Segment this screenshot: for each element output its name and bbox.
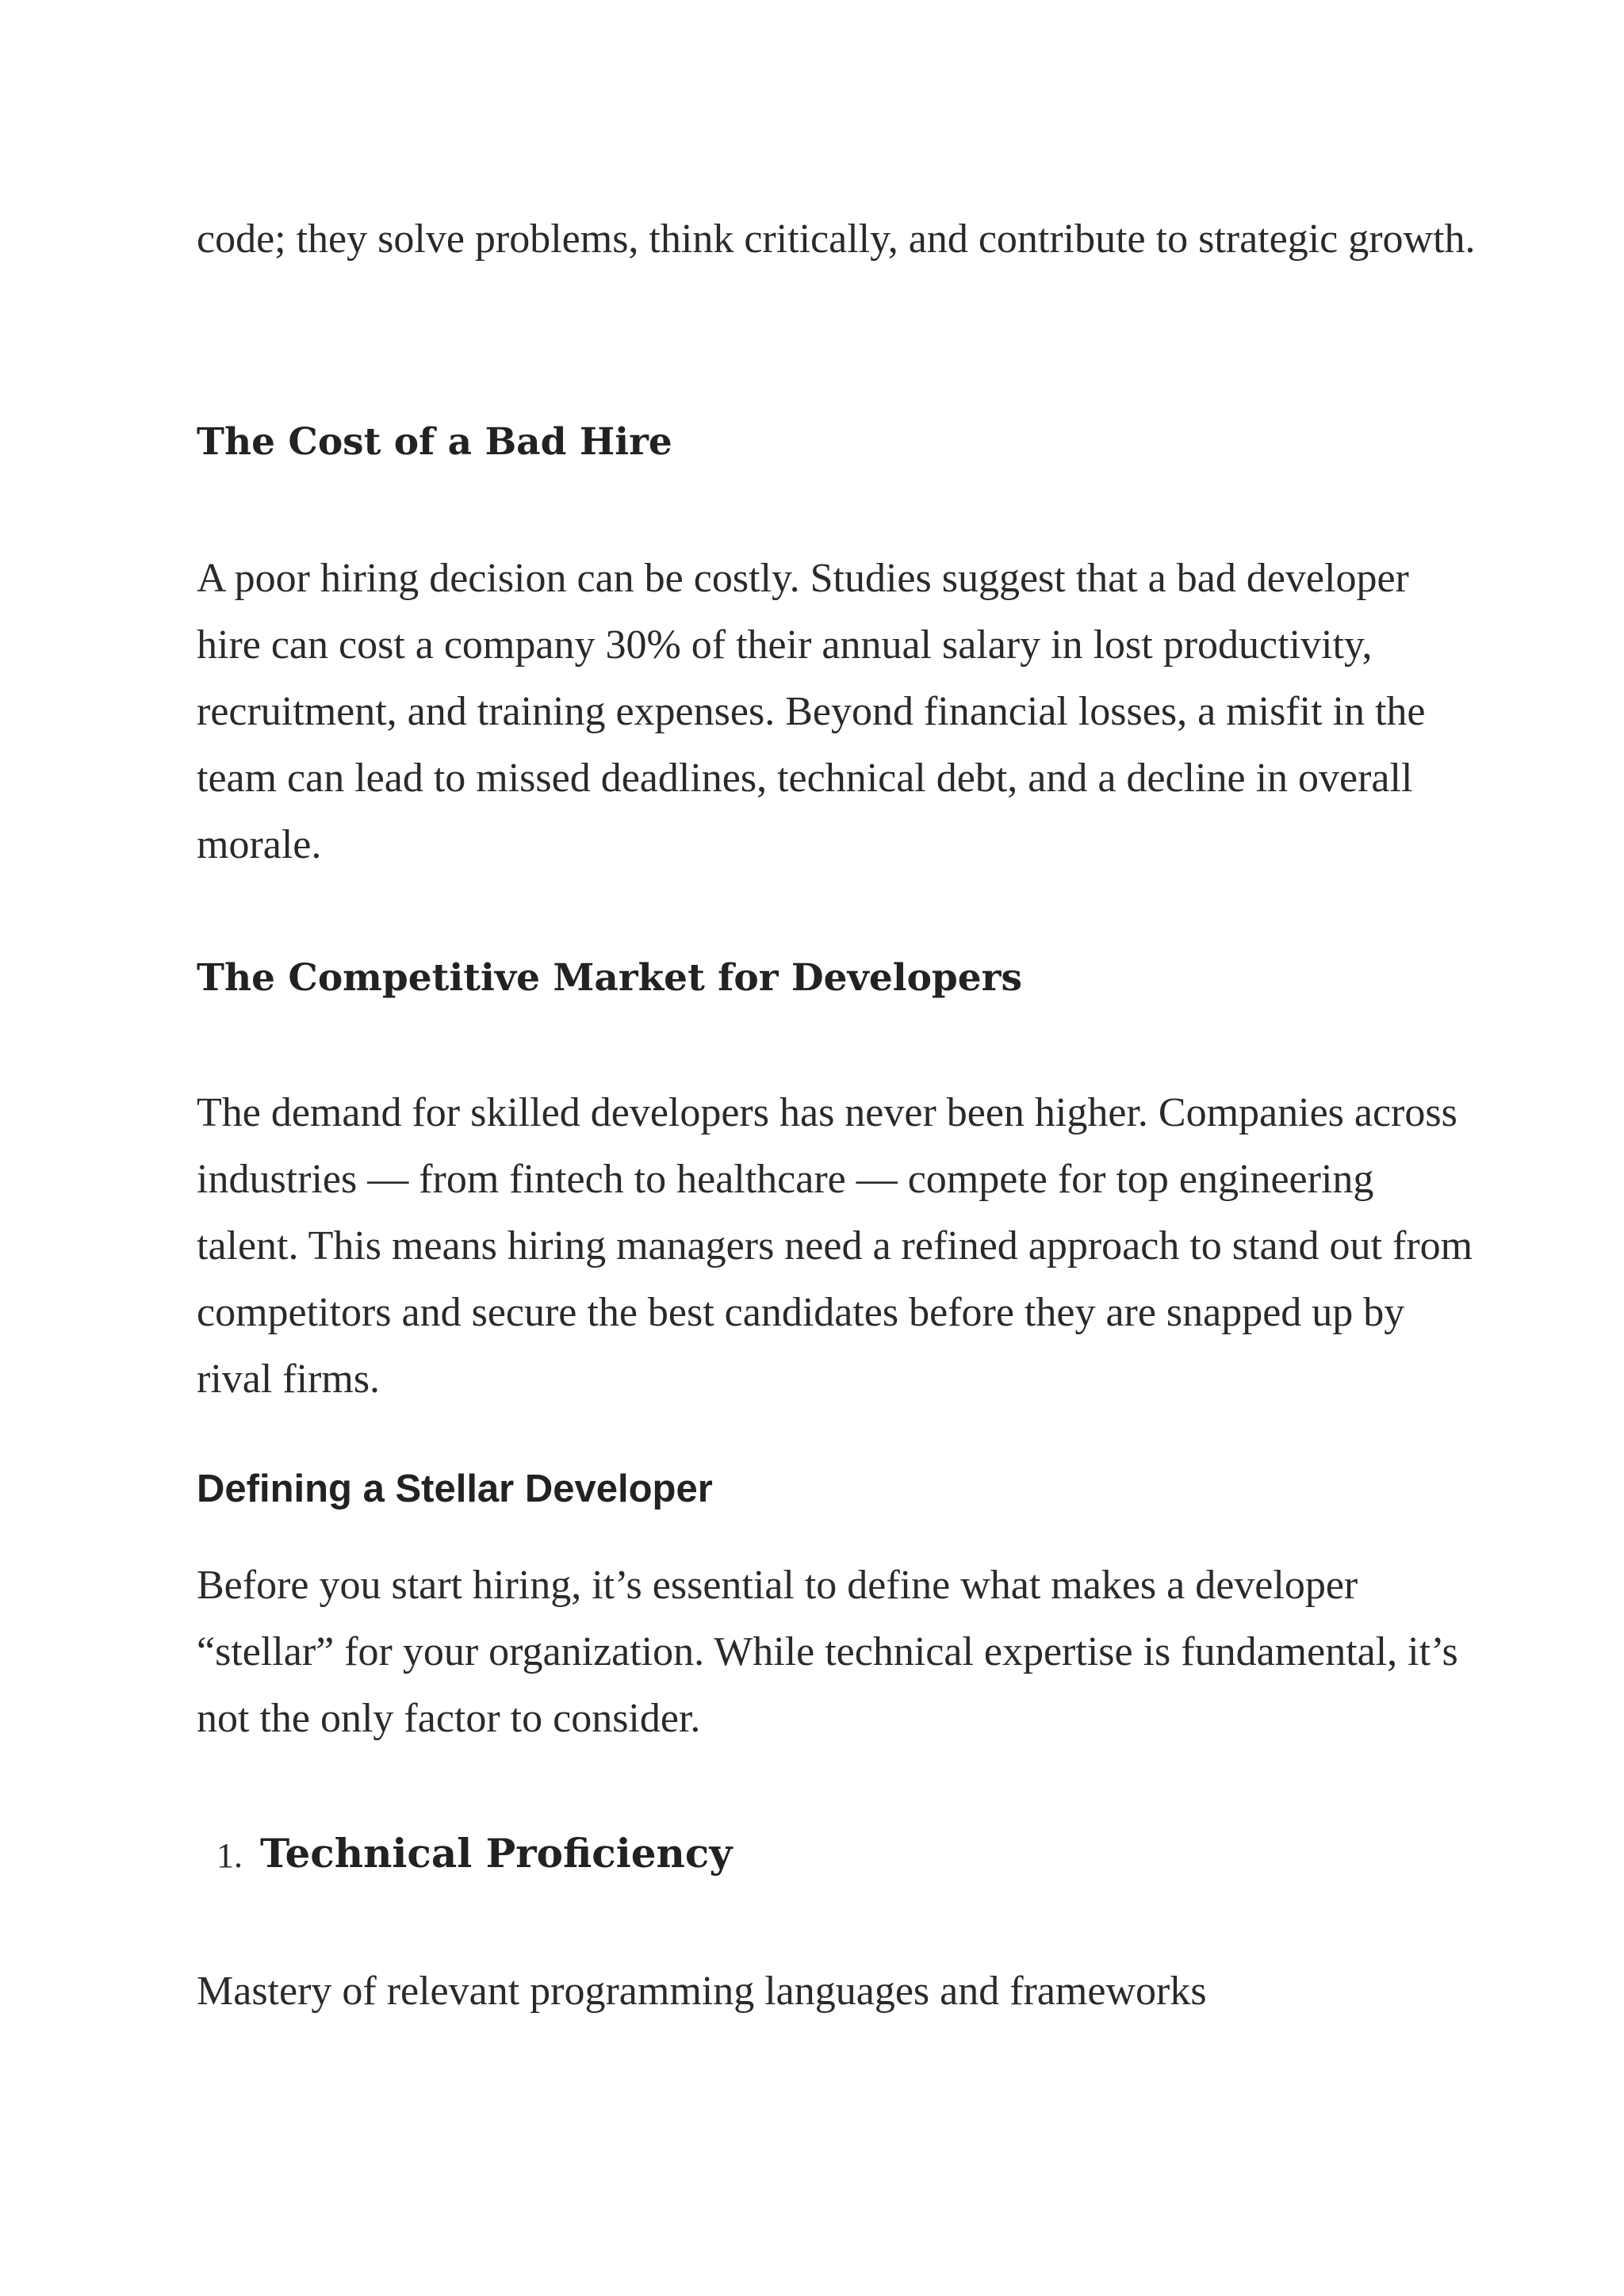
list-item-number: 1. [216, 1836, 243, 1875]
paragraph-competitive-market: The demand for skilled developers has never been higher. Companies across industries — from fintech to healthcare — compete for top engineering talent. This means hiring managers need a refined approach to stand out from competitors and secure the best candidates before they are snapped up by rival firms. [197, 1090, 1473, 1402]
intro-paragraph: code; they solve problems, think critically, and contribute to strategic growth. [197, 216, 1476, 262]
list-item-title: Technical Proficiency [260, 1830, 733, 1877]
heading-cost-of-bad-hire: The Cost of a Bad Hire [197, 420, 672, 464]
heading-competitive-market: The Competitive Market for Developers [197, 956, 1022, 1000]
paragraph-cost-of-bad-hire: A poor hiring decision can be costly. Studies suggest that a bad developer hire can cost a company 30% of their annual salary in lost productivity, recruitment, and training expenses. Beyond financial losses, a misfit in the team can lead to missed deadlines, technical debt, and a decline in overall morale. [197, 556, 1426, 867]
paragraph-defining-stellar-developer: Before you start hiring, it’s essential to define what makes a developer “stellar” for your organization. While technical expertise is fundamental, it’s not the only factor to consider. [197, 1563, 1458, 1741]
heading-defining-stellar-developer: Defining a Stellar Developer [197, 1468, 713, 1510]
list-item [197, 1820, 1481, 1889]
trailing-paragraph: Mastery of relevant programming languages and frameworks [197, 1969, 1207, 2014]
